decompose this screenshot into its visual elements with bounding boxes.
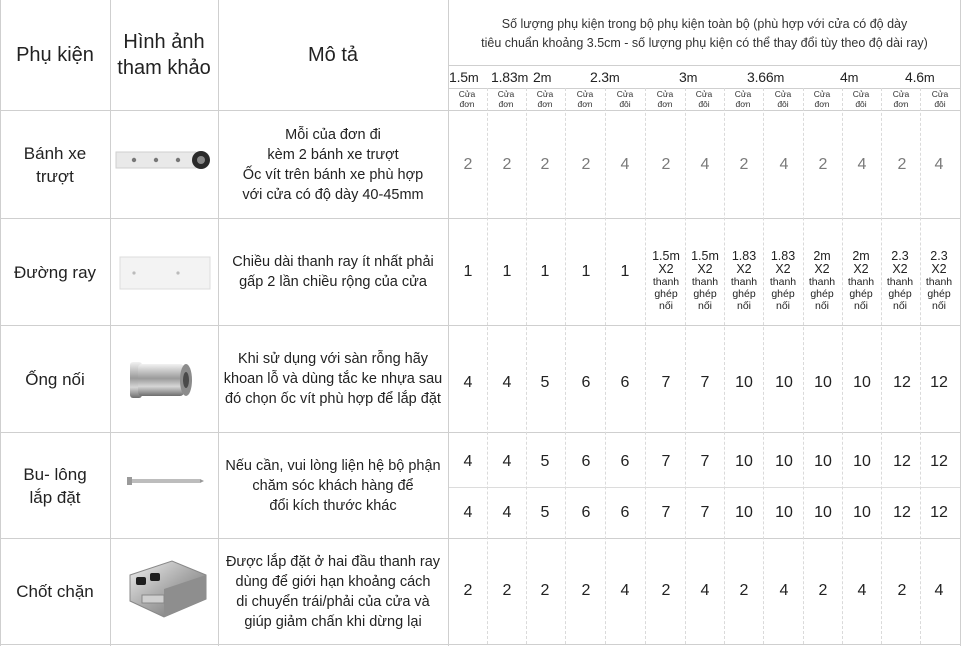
bolt-description: Nếu cần, vui lòng liện hệ bộ phận chăm sóc khách hàng để đổi kích thước khác <box>225 457 441 514</box>
roller-qty: 4 <box>779 156 789 173</box>
col-sep <box>645 88 646 644</box>
stopper-qty: 4 <box>620 582 630 599</box>
connector-qty: 7 <box>700 374 710 391</box>
door-type: Cửa đơn <box>892 89 910 109</box>
connector-qty: 10 <box>735 374 753 391</box>
row-name-connector: Ống nối <box>25 369 85 389</box>
door-type: Cửa đơn <box>536 89 554 109</box>
door-type: Cửa đơn <box>656 89 674 109</box>
stopper-qty: 4 <box>700 582 710 599</box>
bolt-qty: 4 <box>502 453 512 470</box>
row-name-rail: Đường ray <box>13 262 97 282</box>
header-description: Mô tả <box>307 44 359 66</box>
row-divider <box>0 325 961 326</box>
length-label: 1.83m <box>491 69 529 85</box>
stopper-icon <box>122 555 210 625</box>
col-sep <box>605 88 606 644</box>
door-type: Cửa đôi <box>695 89 713 109</box>
col-sep <box>763 88 764 644</box>
bolt-qty: 12 <box>930 453 948 470</box>
roller-qty: 2 <box>739 156 749 173</box>
stopper-qty: 2 <box>502 582 512 599</box>
stopper-qty: 2 <box>818 582 828 599</box>
connector-qty: 6 <box>581 374 591 391</box>
door-type: Cửa đơn <box>576 89 594 109</box>
rail-description: Chiều dài thanh ray ít nhất phải gấp 2 lần chiều rộng của cửa <box>232 254 434 290</box>
rail-qty: 1 <box>620 263 630 280</box>
connector-qty: 6 <box>620 374 630 391</box>
col-sep <box>565 88 566 644</box>
bolt-qty: 7 <box>661 453 671 470</box>
rail-combo: 2m X2 thanh ghép nối <box>808 249 836 312</box>
row-divider <box>0 432 961 433</box>
header-accessory: Phụ kiện <box>16 44 94 66</box>
col-sep <box>487 88 488 644</box>
length-label: 4m <box>840 69 859 85</box>
roller-qty: 2 <box>463 156 473 173</box>
stopper-qty: 2 <box>897 582 907 599</box>
length-label: 4.6m <box>905 69 935 85</box>
roller-qty: 2 <box>818 156 828 173</box>
bolt-qty-alt: 6 <box>581 504 591 521</box>
bolt-qty: 12 <box>893 453 911 470</box>
roller-qty: 2 <box>581 156 591 173</box>
bolt-qty-alt: 12 <box>930 504 948 521</box>
connector-qty: 10 <box>814 374 832 391</box>
connector-qty: 10 <box>775 374 793 391</box>
stopper-qty: 2 <box>581 582 591 599</box>
rail-combo: 2m X2 thanh ghép nối <box>847 249 875 312</box>
bolt-qty: 10 <box>735 453 753 470</box>
length-label: 3.66m <box>747 69 785 85</box>
rail-qty: 1 <box>502 263 512 280</box>
col-sep <box>803 88 804 644</box>
door-type: Cửa đôi <box>616 89 634 109</box>
stopper-qty: 2 <box>739 582 749 599</box>
roller-qty: 4 <box>620 156 630 173</box>
bolt-qty-alt: 10 <box>853 504 871 521</box>
row-name-roller: Bánh xe trượt <box>23 143 87 186</box>
rail-qty: 1 <box>463 263 473 280</box>
bolt-icon <box>125 474 205 488</box>
bolt-qty: 6 <box>620 453 630 470</box>
header-quantity: Số lượng phụ kiện trong bộ phụ kiện toàn bộ (phù hợp với cửa có độ dày tiêu chuẩn khoảng 3.5cm - số lượng phụ kiện có thể thay đổi tùy theo độ dài ray) <box>481 17 928 50</box>
connector-qty: 12 <box>930 374 948 391</box>
bolt-qty-alt: 4 <box>502 504 512 521</box>
roller-qty: 2 <box>502 156 512 173</box>
stopper-qty: 2 <box>661 582 671 599</box>
header-divider <box>448 65 961 66</box>
col-sep <box>881 88 882 644</box>
row-divider <box>0 538 961 539</box>
roller-qty: 4 <box>857 156 867 173</box>
bolt-qty: 10 <box>814 453 832 470</box>
roller-qty: 2 <box>897 156 907 173</box>
length-label: 2m <box>533 69 552 85</box>
door-type: Cửa đôi <box>774 89 792 109</box>
rail-combo: 1.83 X2 thanh ghép nối <box>730 249 758 312</box>
stopper-qty: 2 <box>463 582 473 599</box>
roller-qty: 2 <box>540 156 550 173</box>
roller-icon <box>114 140 214 184</box>
col-sep <box>685 88 686 644</box>
bolt-qty-alt: 7 <box>661 504 671 521</box>
rail-combo: 1.5m X2 thanh ghép nối <box>691 249 719 312</box>
bolt-qty-alt: 6 <box>620 504 630 521</box>
rail-combo: 2.3 X2 thanh ghép nối <box>925 249 953 312</box>
rail-combo: 1.5m X2 thanh ghép nối <box>652 249 680 312</box>
rail-qty: 1 <box>581 263 591 280</box>
bolt-qty-alt: 10 <box>775 504 793 521</box>
bolt-qty-alt: 10 <box>735 504 753 521</box>
door-type: Cửa đơn <box>497 89 515 109</box>
door-type: Cửa đơn <box>734 89 752 109</box>
connector-qty: 4 <box>463 374 473 391</box>
door-type: Cửa đơn <box>813 89 831 109</box>
bolt-qty-alt: 7 <box>700 504 710 521</box>
bolt-qty-alt: 10 <box>814 504 832 521</box>
rail-combo: 2.3 X2 thanh ghép nối <box>886 249 914 312</box>
connector-qty: 5 <box>540 374 550 391</box>
rail-combo: 1.83 X2 thanh ghép nối <box>769 249 797 312</box>
length-label: 2.3m <box>590 69 620 85</box>
stopper-description: Được lắp đặt ở hai đầu thanh ray dùng để giới hạn khoảng cách di chuyển trái/phải của cửa và giúp giảm chấn khi dừng lại <box>225 553 441 630</box>
rail-icon <box>118 255 212 291</box>
stopper-qty: 2 <box>540 582 550 599</box>
roller-qty: 4 <box>934 156 944 173</box>
length-label: 3m <box>679 69 698 85</box>
bolt-qty: 7 <box>700 453 710 470</box>
connector-qty: 12 <box>893 374 911 391</box>
connector-tube-icon <box>128 350 198 410</box>
connector-qty: 10 <box>853 374 871 391</box>
row-divider <box>0 644 961 645</box>
row-divider <box>0 110 961 111</box>
bolt-qty: 10 <box>853 453 871 470</box>
door-type: Cửa đơn <box>458 89 476 109</box>
roller-qty: 4 <box>700 156 710 173</box>
col-sep <box>842 88 843 644</box>
connector-description: Khi sử dụng với sàn rỗng hãy khoan lỗ và dùng tắc ke nhựa sau đó chọn ốc vít phù hợp để lắp đặt <box>223 351 443 407</box>
bolt-qty-alt: 4 <box>463 504 473 521</box>
row-name-bolt: Bu- lông lắp đặt <box>23 464 87 507</box>
bolt-qty-alt: 12 <box>893 504 911 521</box>
connector-qty: 4 <box>502 374 512 391</box>
bolt-qty-alt: 5 <box>540 504 550 521</box>
col-sep <box>724 88 725 644</box>
connector-qty: 7 <box>661 374 671 391</box>
bolt-qty: 6 <box>581 453 591 470</box>
bolt-qty: 10 <box>775 453 793 470</box>
roller-description: Mỗi của đơn đi kèm 2 bánh xe trượt Ốc vít trên bánh xe phù hợp với cửa có độ dày 40-45mm <box>242 126 424 203</box>
rail-qty: 1 <box>540 263 550 280</box>
door-type: Cửa đôi <box>852 89 870 109</box>
length-label: 1.5m <box>449 69 479 85</box>
stopper-qty: 4 <box>934 582 944 599</box>
bolt-qty: 4 <box>463 453 473 470</box>
row-name-stopper: Chốt chặn <box>16 582 94 601</box>
door-type: Cửa đôi <box>931 89 949 109</box>
row-divider <box>0 218 961 219</box>
stopper-qty: 4 <box>857 582 867 599</box>
bolt-qty: 5 <box>540 453 550 470</box>
roller-qty: 2 <box>661 156 671 173</box>
stopper-qty: 4 <box>779 582 789 599</box>
header-image: Hình ảnh tham khảo <box>117 31 211 79</box>
bolt-row-divider <box>448 487 961 488</box>
